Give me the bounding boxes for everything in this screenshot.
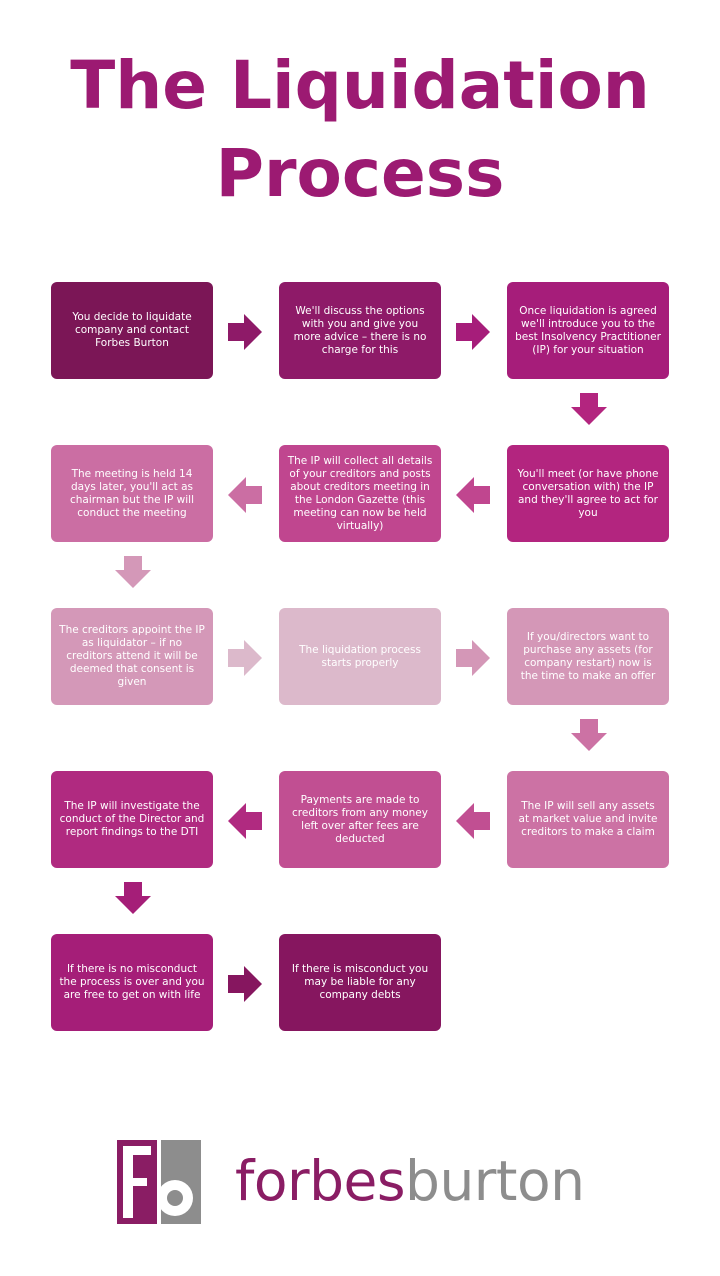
page-title (0, 42, 720, 218)
logo-part-forbes: forbes (235, 1149, 406, 1213)
logo-wordmark (235, 1146, 585, 1216)
step-box: The creditors appoint the IP as liquidator – if no creditors attend it will be deemed that consent is given (51, 608, 213, 705)
step-box: We'll discuss the options with you and give you more advice – there is no charge for this (279, 282, 441, 379)
right-arrow-icon (228, 314, 262, 350)
down-arrow-icon (571, 393, 607, 425)
step-box: If there is misconduct you may be liable for any company debts (279, 934, 441, 1031)
left-arrow-icon (456, 803, 490, 839)
step-box: The liquidation process starts properly (279, 608, 441, 705)
step-box: The IP will investigate the conduct of the Director and report findings to the DTI (51, 771, 213, 868)
fb-monogram-icon (117, 1140, 201, 1224)
step-box: The meeting is held 14 days later, you'll act as chairman but the IP will conduct the meeting (51, 445, 213, 542)
title-line-2: Process (215, 135, 505, 212)
step-box: You'll meet (or have phone conversation with) the IP and they'll agree to act for you (507, 445, 669, 542)
down-arrow-icon (115, 556, 151, 588)
step-box: You decide to liquidate company and contact Forbes Burton (51, 282, 213, 379)
left-arrow-icon (228, 803, 262, 839)
right-arrow-icon (456, 314, 490, 350)
step-box: Payments are made to creditors from any money left over after fees are deducted (279, 771, 441, 868)
down-arrow-icon (115, 882, 151, 914)
left-arrow-icon (228, 477, 262, 513)
step-box: If you/directors want to purchase any assets (for company restart) now is the time to make an offer (507, 608, 669, 705)
logo-part-burton: burton (405, 1149, 585, 1213)
forbes-burton-logo (117, 1140, 607, 1224)
step-box: The IP will collect all details of your creditors and posts about creditors meeting in the London Gazette (this meeting can now be held virtually) (279, 445, 441, 542)
left-arrow-icon (456, 477, 490, 513)
title-line-1: The Liquidation (70, 47, 650, 124)
right-arrow-icon (456, 640, 490, 676)
down-arrow-icon (571, 719, 607, 751)
step-box: The IP will sell any assets at market value and invite creditors to make a claim (507, 771, 669, 868)
right-arrow-icon (228, 640, 262, 676)
step-box: If there is no misconduct the process is over and you are free to get on with life (51, 934, 213, 1031)
right-arrow-icon (228, 966, 262, 1002)
step-box: Once liquidation is agreed we'll introduce you to the best Insolvency Practitioner (IP) for your situation (507, 282, 669, 379)
